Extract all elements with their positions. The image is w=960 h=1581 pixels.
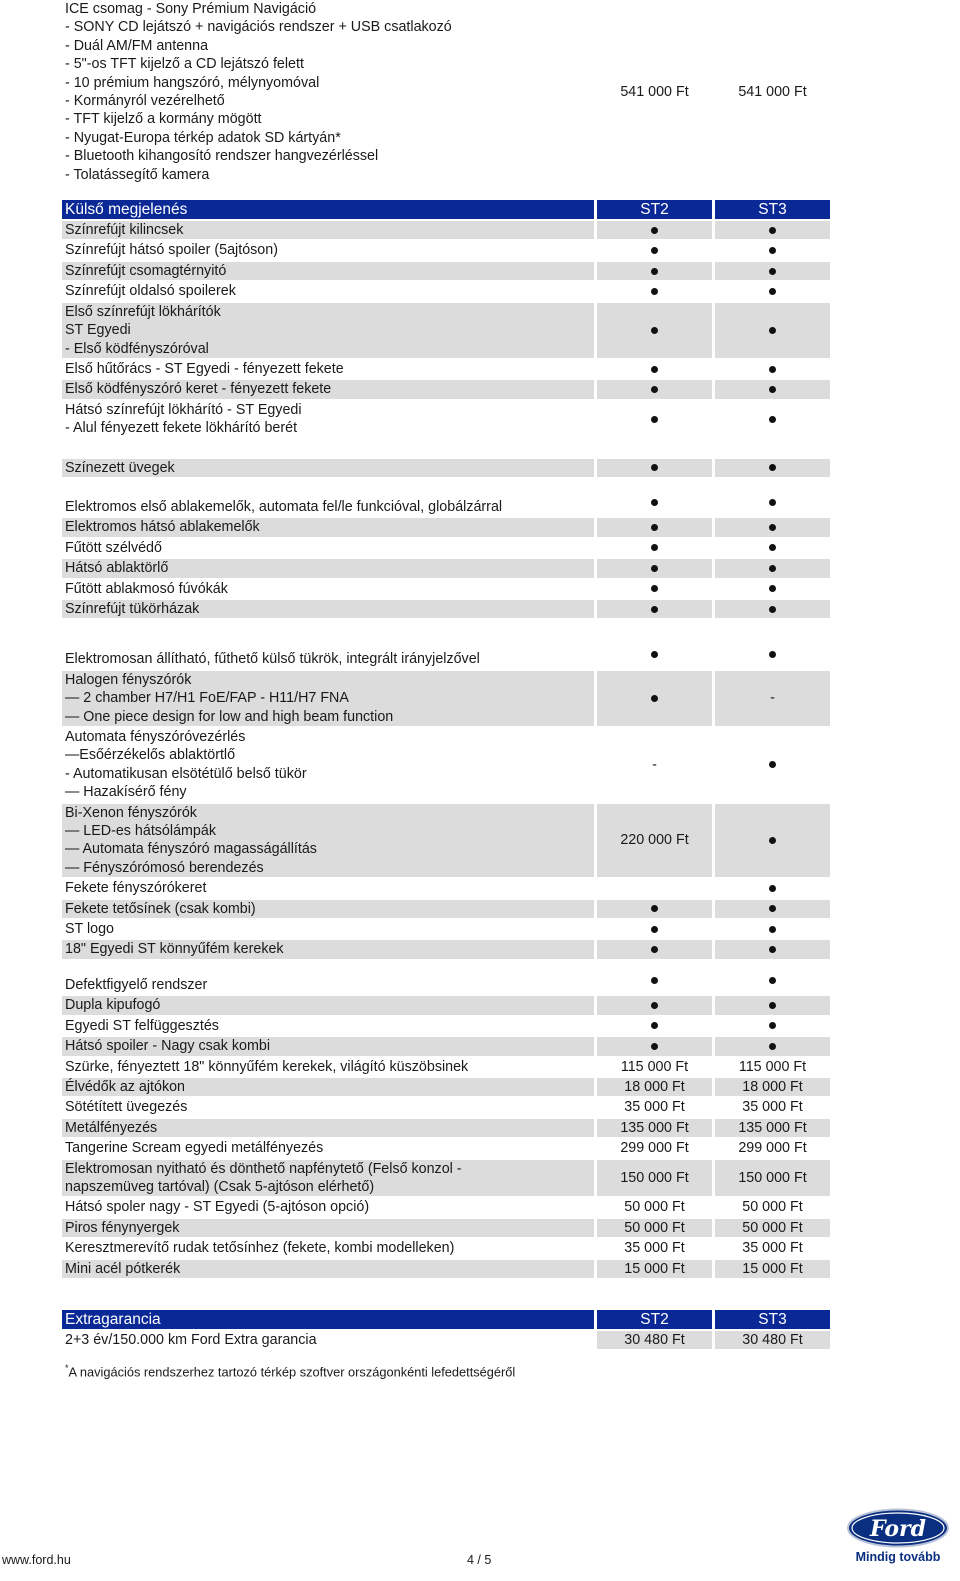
cell-st3 [715,900,830,918]
row-label-line: Fűtött ablakmosó fúvókák [65,580,228,597]
row-label-line: Első hűtőrács - ST Egyedi - fényezett fekete [65,360,344,377]
table-row [62,262,836,280]
row-label [62,1139,594,1157]
table-row [62,1058,836,1076]
table-row [62,360,836,378]
cell-st2 [597,559,712,577]
row-label [62,539,594,557]
row-label-line: Elektromos hátsó ablakemelők [65,519,260,536]
row-label-line: Fekete fényszórókeret [65,880,207,897]
standard-dot-icon [651,946,658,953]
table-row [62,1037,836,1055]
row-label: 2+3 év/150.000 km Ford Extra garancia [65,1331,317,1348]
row-label [62,282,594,300]
table-row [62,241,836,259]
standard-dot-icon [769,1043,776,1050]
row-label [62,559,594,577]
table-row [62,1198,836,1216]
table-row [62,671,836,726]
standard-dot-icon [769,268,776,275]
ice-line: - Duál AM/FM antenna [65,37,209,54]
table-row [62,1219,836,1237]
standard-dot-icon [769,366,776,373]
row-label-line: Első ködfényszóró keret - fényezett fekete [65,381,332,398]
row-label-line: ST logo [65,921,115,938]
cell-st3: 135 000 Ft [715,1119,830,1137]
cell-st3: 50 000 Ft [715,1219,830,1237]
row-label-line: Mini acél pótkerék [65,1260,181,1277]
cell-st2 [597,360,712,378]
row-label [62,221,594,239]
row-label [62,976,594,994]
table-row [62,650,836,668]
standard-dot-icon [769,288,776,295]
table-row [62,1160,836,1197]
row-label-line: - Első ködfényszóróval [65,340,209,357]
cell-st2: 299 000 Ft [620,1140,689,1157]
cell-st3 [715,282,830,300]
row-label-line: Fűtött szélvédő [65,539,162,556]
cell-st3 [715,559,830,577]
website-link[interactable]: www.ford.hu [2,1553,71,1567]
cell-st3 [715,401,830,438]
row-label [62,1058,594,1076]
cell-st2 [597,518,712,536]
standard-dot-icon [769,837,776,844]
cell-st2 [597,671,712,726]
cell-st3 [715,804,830,878]
row-label-line: — Hazakísérő fény [65,784,187,801]
cell-st3 [715,360,830,378]
cell-st2: 35 000 Ft [624,1099,685,1116]
cell-st3: 299 000 Ft [738,1140,807,1157]
table-row [62,539,836,557]
row-label-line: — Automata fényszóró magasságállítás [65,841,317,858]
standard-dot-icon [651,499,658,506]
cell-st2 [597,380,712,398]
row-label-line: Színrefújt csomagtérnyitó [65,262,227,279]
logo-wordmark: Ford [869,1516,927,1542]
standard-dot-icon [651,524,658,531]
row-label-line: Metálfényezés [65,1119,158,1136]
row-label [62,671,594,726]
table-row [62,303,836,358]
row-label-line: Tangerine Scream egyedi metálfényezés [65,1140,324,1157]
row-label [62,940,594,958]
row-label-line: — 2 chamber H7/H1 FoE/FAP - H11/H7 FNA [65,690,349,707]
table-row [62,1098,836,1116]
cell-st3: 50 000 Ft [742,1199,803,1216]
table-row [62,900,836,918]
cell-st2 [597,996,712,1014]
standard-dot-icon [651,366,658,373]
footnote-mark: * [65,1363,69,1374]
standard-dot-icon [651,905,658,912]
row-label-line: —Esőérzékelős ablaktörtlő [65,747,236,764]
row-label-line: Első színrefújt lökhárítók [65,303,221,320]
table-row [62,282,836,300]
row-label [62,459,594,477]
cell-st3 [715,976,830,994]
cell-st2 [597,221,712,239]
standard-dot-icon [651,926,658,933]
cell-st2 [597,1017,712,1035]
table-row [62,976,836,994]
cell-st3 [715,600,830,618]
cell-st3: 115 000 Ft [738,1058,807,1075]
table-row [62,940,836,958]
row-label-line: Színrefújt tükörházak [65,600,200,617]
ice-line: - Tolatássegítő kamera [65,166,210,183]
cell-st3: 35 000 Ft [742,1240,803,1257]
cell-st3: - [715,671,830,726]
column-header-st3: ST3 [715,1310,830,1329]
cell-st2 [597,600,712,618]
cell-st3 [715,498,830,516]
standard-dot-icon [651,464,658,471]
cell-st2 [597,580,712,598]
table-row [62,380,836,398]
table-row [62,879,836,897]
standard-dot-icon [769,585,776,592]
cell-st3 [715,1037,830,1055]
table-row [62,1260,836,1278]
ice-line: - Bluetooth kihangosító rendszer hangvezérléssel [65,148,379,165]
row-label [62,498,594,516]
row-label-line: napszemüveg tartóval) (Csak 5-ajtóson elérhető) [65,1178,375,1195]
row-label [62,1037,594,1055]
row-label-line: — One piece design for low and high beam function [65,708,394,725]
row-label [62,900,594,918]
cell-st3 [715,459,830,477]
standard-dot-icon [651,977,658,984]
standard-dot-icon [651,268,658,275]
row-label-line: — Fényszórómosó berendezés [65,859,264,876]
table-row [62,221,836,239]
cell-st2 [597,498,712,516]
price-sheet [62,0,836,1380]
row-label-line: Színrefújt oldalsó spoilerek [65,283,236,300]
standard-dot-icon [769,885,776,892]
cell-st3 [715,650,830,668]
row-label-line: Fekete tetősínek (csak kombi) [65,900,256,917]
standard-dot-icon [769,565,776,572]
cell-st3 [715,539,830,557]
row-label [62,262,594,280]
ice-price-st2: 541 000 Ft [620,83,689,100]
cell-st2: 35 000 Ft [624,1240,685,1257]
standard-dot-icon [769,606,776,613]
section-title: Extragarancia [62,1310,594,1329]
standard-dot-icon [769,524,776,531]
standard-dot-icon [651,544,658,551]
standard-dot-icon [769,926,776,933]
cell-st2 [597,303,712,358]
row-label-line: Hátsó spoiler - Nagy csak kombi [65,1038,270,1055]
row-label [62,804,594,878]
row-label-line: Piros fénynyergek [65,1219,180,1236]
row-label [62,360,594,378]
row-label-line: — LED-es hátsólámpák [65,823,216,840]
table-row [62,728,836,802]
row-label-line: Színrefújt hátsó spoiler (5ajtóson) [65,242,278,259]
ice-line: ICE csomag - Sony Prémium Navigáció [65,1,317,17]
section-title: Külső megjelenés [62,200,594,219]
table-row [62,1078,836,1096]
standard-dot-icon [651,695,658,702]
standard-dot-icon [651,1043,658,1050]
cell-st2: 15 000 Ft [597,1260,712,1278]
row-label-line: Szürke, fényeztett 18" könnyűfém kerekek, világító küszöbsinek [65,1058,469,1075]
row-label-line: Elektromosan nyitható és dönthető napfénytető (Felső konzol - [65,1160,462,1177]
cell-st3: 150 000 Ft [715,1160,830,1197]
cell-st2 [597,282,712,300]
standard-dot-icon [769,247,776,254]
column-header-st3: ST3 [715,200,830,219]
row-label [62,728,594,802]
standard-dot-icon [651,386,658,393]
cell-st3 [715,940,830,958]
table-row [62,559,836,577]
row-label [62,1239,594,1257]
ford-oval-icon [846,1508,950,1548]
standard-dot-icon [769,499,776,506]
standard-dot-icon [651,416,658,423]
cell-st2 [597,940,712,958]
cell-st3 [715,920,830,938]
row-label-line: Sötétített üvegezés [65,1099,188,1116]
cell-st2 [597,459,712,477]
cell-st2: 220 000 Ft [597,804,712,878]
standard-dot-icon [651,1002,658,1009]
row-label [62,600,594,618]
table-row [62,498,836,516]
cell-st2: - [652,756,657,773]
standard-dot-icon [769,977,776,984]
table-row [62,459,836,477]
section-header-extragarancia [62,1310,836,1329]
table-row [62,996,836,1014]
row-label [62,650,594,668]
standard-dot-icon [651,651,658,658]
row-label [62,1219,594,1237]
row-label-line: Dupla kipufogó [65,997,161,1014]
cell-st2 [597,262,712,280]
row-label [62,580,594,598]
footnote-text: A navigációs rendszerhez tartozó térkép szoftver országonkénti lefedettségéről [68,1364,516,1380]
row-label-line: Keresztmerevítő rudak tetősínhez (fekete, kombi modelleken) [65,1240,455,1257]
cell-st2 [597,401,712,438]
footnote [62,1363,836,1379]
row-label-line: Automata fényszóróvezérlés [65,729,246,745]
row-label [62,1078,594,1096]
table-row [62,1017,836,1035]
row-label-line: Bi-Xenon fényszórók [65,804,197,821]
ford-logo [846,1508,950,1564]
table-row [62,1119,836,1137]
cell-st2 [597,241,712,259]
standard-dot-icon [651,585,658,592]
cell-st2 [597,920,712,938]
table-row [62,600,836,618]
standard-dot-icon [769,651,776,658]
cell-st3 [715,380,830,398]
table-row [62,1139,836,1157]
cell-st2 [597,1037,712,1055]
tagline: Mindig tovább [855,1550,941,1564]
row-label-line: ST Egyedi [65,322,131,339]
column-header-st2: ST2 [597,1310,712,1329]
cell-st2: 50 000 Ft [624,1199,685,1216]
cell-st3: 15 000 Ft [715,1260,830,1278]
ice-line: - 5"-os TFT kijelző a CD lejátszó felett [65,56,304,73]
row-label [62,996,594,1014]
cell-st3 [715,241,830,259]
row-label-line: Elektromos első ablakemelők, automata fel/le funkcióval, globálzárral [65,498,503,515]
row-label-line: 18" Egyedi ST könnyűfém kerekek [65,941,284,958]
row-label-line: - Alul fényezett fekete lökhárító berét [65,420,298,437]
row-label-line: Hátsó spoler nagy - ST Egyedi (5-ajtóson opció) [65,1199,370,1216]
cell-st2 [597,976,712,994]
row-label [62,380,594,398]
cell-st3 [715,879,830,897]
table-row [62,401,836,438]
ice-line: - SONY CD lejátszó + navigációs rendszer + USB csatlakozó [65,19,452,36]
cell-st3 [715,221,830,239]
table-row [62,518,836,536]
cell-st3: 18 000 Ft [715,1078,830,1096]
row-label [62,303,594,358]
row-label-line: Defektfigyelő rendszer [65,976,208,993]
cell-st2: 150 000 Ft [597,1160,712,1197]
row-label-line: Színezett üvegek [65,459,175,476]
standard-dot-icon [769,544,776,551]
ice-line: - 10 prémium hangszóró, mélynyomóval [65,74,320,91]
row-label-line: - Automatikusan elsötétülő belső tükör [65,765,307,782]
standard-dot-icon [651,327,658,334]
standard-dot-icon [651,288,658,295]
standard-dot-icon [769,464,776,471]
cell-st3 [715,1017,830,1035]
row-label [62,920,594,938]
ice-package-row [62,0,836,184]
cell-st2 [597,900,712,918]
standard-dot-icon [651,1022,658,1029]
standard-dot-icon [651,247,658,254]
row-label [62,241,594,259]
row-label-line: Hátsó ablaktörlő [65,560,169,577]
cell-st3 [715,996,830,1014]
table-row [62,1239,836,1257]
ice-line: - Nyugat-Europa térkép adatok SD kártyán* [65,129,341,146]
table-row [62,920,836,938]
standard-dot-icon [769,1002,776,1009]
ice-price-st3: 541 000 Ft [738,83,807,100]
table-row [62,580,836,598]
ice-line: - TFT kijelző a kormány mögött [65,111,262,128]
cell-st2: 50 000 Ft [597,1219,712,1237]
cell-st2: 30 480 Ft [597,1331,712,1349]
row-label [62,1098,594,1116]
row-label [62,401,594,438]
ice-line: - Kormányról vezérelhető [65,93,225,110]
row-label [62,518,594,536]
cell-st2: 135 000 Ft [597,1119,712,1137]
cell-st3 [715,518,830,536]
row-label-line: Hátsó színrefújt lökhárító - ST Egyedi [65,401,302,418]
standard-dot-icon [651,227,658,234]
cell-st3 [715,580,830,598]
section-header-kulso [62,200,836,219]
page-number: 4 / 5 [467,1553,492,1567]
row-label-line: Színrefújt kilincsek [65,222,184,239]
standard-dot-icon [769,327,776,334]
cell-st2: 115 000 Ft [620,1058,689,1075]
cell-st2 [597,539,712,557]
ice-package-lines [62,0,594,184]
cell-st2 [597,879,712,897]
equipment-table [62,221,836,1278]
standard-dot-icon [769,416,776,423]
row-label [62,879,594,897]
row-label-line: Elektromosan állítható, fűthető külső tükrök, integrált irányjelzővel [65,651,480,668]
cell-st3: 35 000 Ft [742,1099,803,1116]
standard-dot-icon [769,1022,776,1029]
cell-st3 [715,303,830,358]
standard-dot-icon [769,761,776,768]
row-label [62,1198,594,1216]
table-row [62,804,836,878]
cell-st2 [597,650,712,668]
cell-st2: 18 000 Ft [597,1078,712,1096]
standard-dot-icon [651,565,658,572]
row-label-line: Egyedi ST felfüggesztés [65,1017,219,1034]
row-label-line: Halogen fényszórók [65,671,192,688]
table-row [62,1331,836,1349]
standard-dot-icon [769,946,776,953]
cell-st3 [715,728,830,802]
row-label [62,1017,594,1035]
row-label-line: Élvédők az ajtókon [65,1078,186,1095]
standard-dot-icon [769,905,776,912]
column-header-st2: ST2 [597,200,712,219]
standard-dot-icon [769,227,776,234]
standard-dot-icon [651,606,658,613]
standard-dot-icon [769,386,776,393]
cell-st3: 30 480 Ft [715,1331,830,1349]
row-label [62,1260,594,1278]
row-label [62,1160,594,1197]
cell-st3 [715,262,830,280]
row-label [62,1119,594,1137]
